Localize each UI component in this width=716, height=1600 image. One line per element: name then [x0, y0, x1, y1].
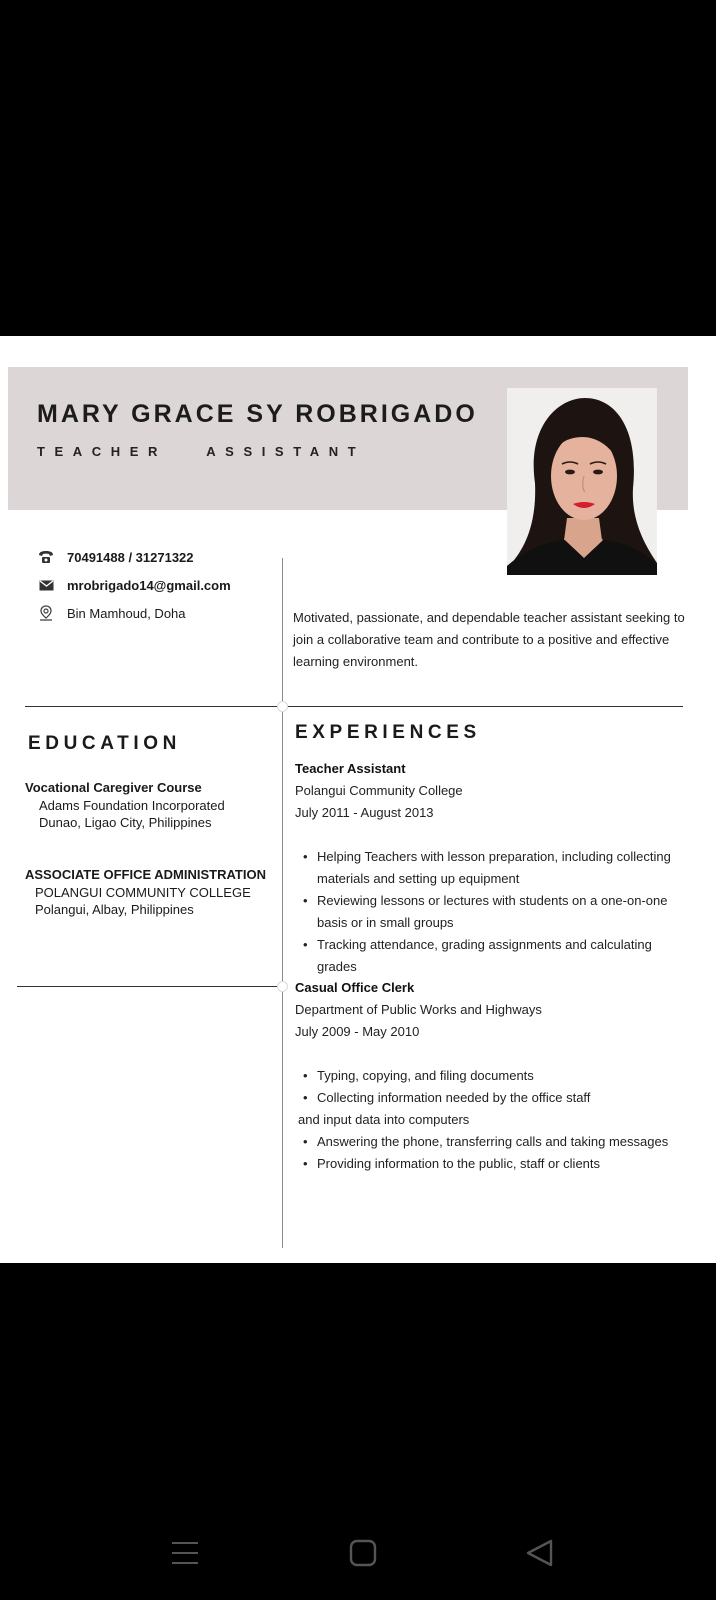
phone-number: 70491488 / 31271322: [67, 549, 194, 565]
profile-summary: Motivated, passionate, and dependable teacher assistant seeking to join a collaborative team and contribute to a positive and effective learning environment.: [293, 610, 685, 669]
experience-dates: July 2011 - August 2013: [295, 805, 434, 820]
list-item: • Collecting information needed by the office staff: [295, 1087, 695, 1109]
phone-icon: [37, 549, 55, 565]
contact-email[interactable]: [37, 577, 231, 593]
menu-icon: [170, 1538, 200, 1568]
candidate-name: MARY GRACE SY ROBRIGADO: [37, 400, 478, 428]
experience-position: Teacher Assistant: [295, 761, 406, 776]
experience-duties-list: [295, 1065, 695, 1175]
list-item: • Providing information to the public, staff or clients: [295, 1153, 695, 1175]
education-heading: EDUCATION: [28, 733, 181, 754]
resume-page[interactable]: [0, 336, 716, 1263]
email-icon: [37, 577, 55, 593]
timeline-node: [277, 981, 288, 992]
education-course: ASSOCIATE OFFICE ADMINISTRATION: [25, 867, 266, 882]
email-address: mrobrigado14@gmail.com: [67, 577, 231, 593]
experience-employer: Department of Public Works and Highways: [295, 1002, 542, 1017]
nav-menu-button[interactable]: [165, 1533, 205, 1573]
location-pin-icon: [37, 605, 55, 621]
section-divider-top: [25, 706, 683, 707]
education-course: Vocational Caregiver Course: [25, 780, 202, 795]
profile-photo: [507, 388, 657, 575]
list-item: • Typing, copying, and filing documents: [295, 1065, 695, 1087]
list-item: • Tracking attendance, grading assignments and calculating grades: [295, 934, 695, 978]
list-item: • Reviewing lessons or lectures with students on a one-on-one basis or in small groups: [295, 890, 695, 934]
system-navigation-bar: [0, 1505, 716, 1595]
back-icon: [524, 1538, 554, 1568]
job-title: TEACHER ASSISTANT: [37, 444, 366, 459]
home-icon: [348, 1538, 378, 1568]
contact-phone[interactable]: [37, 549, 194, 565]
education-place: Polangui, Albay, Philippines: [35, 902, 194, 917]
experience-position: Casual Office Clerk: [295, 980, 415, 995]
experience-header: [295, 977, 542, 1043]
contact-location[interactable]: [37, 605, 186, 621]
education-item: [25, 779, 225, 832]
experiences-heading: EXPERIENCES: [295, 722, 481, 743]
education-place: Dunao, Ligao City, Philippines: [39, 815, 212, 830]
list-item: • Helping Teachers with lesson preparation, including collecting materials and setting up equipment: [295, 846, 695, 890]
timeline-vertical-divider: [282, 558, 283, 1248]
experience-duties-list: [295, 846, 695, 978]
section-divider-left: [17, 986, 277, 987]
list-item: and input data into computers: [298, 1112, 470, 1127]
timeline-node: [277, 701, 288, 712]
education-item: [25, 866, 266, 919]
education-school: Adams Foundation Incorporated: [39, 797, 225, 813]
nav-back-button[interactable]: [519, 1533, 559, 1573]
experience-dates: July 2009 - May 2010: [295, 1024, 420, 1039]
list-item: • Answering the phone, transferring calls and taking messages: [295, 1131, 695, 1153]
location-text: Bin Mamhoud, Doha: [67, 605, 186, 621]
experience-employer: Polangui Community College: [295, 783, 463, 798]
nav-home-button[interactable]: [343, 1533, 383, 1573]
education-school: POLANGUI COMMUNITY COLLEGE: [35, 884, 251, 900]
experience-header: [295, 758, 463, 824]
